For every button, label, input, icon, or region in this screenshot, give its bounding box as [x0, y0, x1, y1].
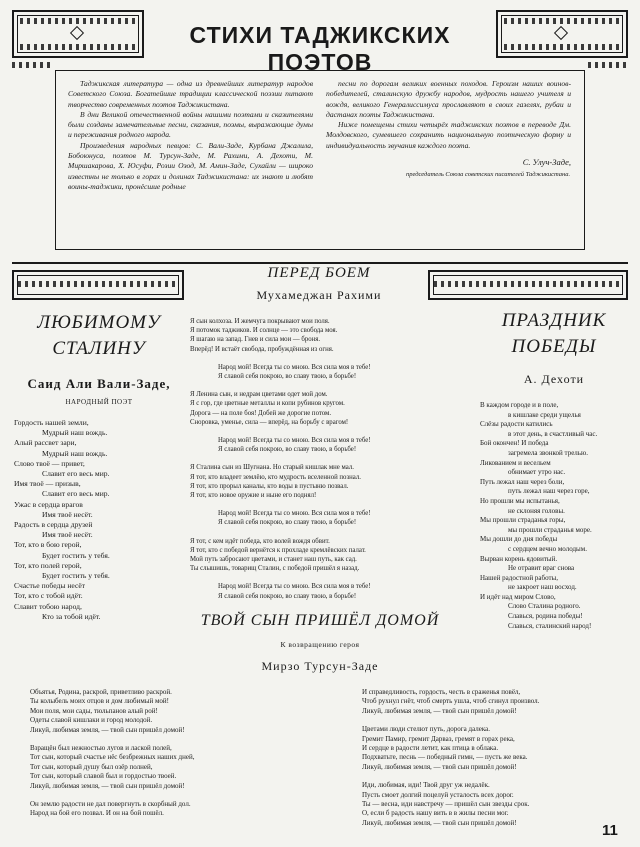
- ornament-band-mid-left: [18, 281, 178, 287]
- poem-line: Будет гостить у тебя.: [42, 571, 110, 581]
- poem-author: Саид Али Вали-Заде,: [27, 376, 171, 391]
- poem-line: Народ на бой его позвал. И он на бой пошёл.: [30, 809, 164, 818]
- intro-paragraph: песни по дорогам великих военных походов. Героизм наших воинов-победителей, сталинскую дружбу народов, мудрость нашего учителя и вождя, великого Генералиссимуса прославляют в своих газелях, рубаи и дастанах поэты Таджикистана.: [326, 79, 571, 119]
- poem-line: Объятья, Родина, раскрой, приветливо раскрой.: [30, 688, 172, 696]
- intro-paragraph: Таджикская литература — одна из древнейших литератур народов Советского Союза. Богатейшие традиции классической поэзии питают творчество современных поэтов Таджикистана.: [68, 79, 313, 109]
- poem-line: Я с гор, где цветные металлы и копи рубинов кругом.: [190, 400, 345, 408]
- poem-line: Бой окончен! И победа: [480, 439, 549, 448]
- page-title: СТИХИ ТАДЖИКСКИХ ПОЭТОВ: [189, 22, 451, 75]
- poem-title: СТАЛИНУ: [52, 338, 146, 359]
- poem-line: Ликуй, любимая земля, — твой сын пришёл домой!: [362, 818, 517, 827]
- poem-line: Ты — весна, иди навстречу — пришёл сын звезды срок.: [362, 800, 530, 809]
- poem-line: Мудрый наш вождь.: [42, 448, 108, 458]
- stanza-gap: [362, 772, 630, 781]
- poem-line: Народ мой! Всегда ты со мною. Вся сила моя в тебе!: [218, 363, 371, 371]
- poem-line: в кишлаке среди ущелья: [508, 410, 581, 419]
- poem-line: Имя твоё — призыв,: [14, 479, 81, 489]
- poem-line: Имя твоё несёт.: [42, 509, 93, 519]
- stanza-gap: [190, 381, 448, 390]
- poem-line: Не отравит враг снова: [508, 564, 575, 573]
- poem-title: ЛЮБИМОМУ: [37, 312, 161, 333]
- poem-line: Славься, родина победы!: [508, 612, 583, 621]
- poem-line: в этот день, в счастливый час.: [508, 429, 598, 438]
- poem-line: О, если б радость нашу вить в в жилы песни мог.: [362, 809, 509, 818]
- poem-line: Кто за тобой идёт.: [42, 611, 101, 621]
- poem-line: Я тот, кто новое оружие и ныне его поднял!: [190, 492, 317, 500]
- poem-line: Тот, кто полей герой,: [14, 560, 82, 570]
- poem-line: Счастье победы несёт: [14, 581, 86, 591]
- poem-line: мы прошли страданья море.: [508, 525, 592, 534]
- ornament-side-left: [12, 62, 52, 68]
- poem-line: Подхватьте, песнь — победный гимн, — пусть же века.: [362, 753, 528, 762]
- poem-line: Я тот, кто прорыл каналы, кто воды в пустыню позвал.: [190, 482, 349, 490]
- poem-line: путь лежал наш через горе,: [508, 487, 590, 496]
- poem-line: Народ мой! Всегда ты со мною. Вся сила моя в тебе!: [218, 583, 371, 591]
- poem-line: И сердце в радости летит, как птица в облака.: [362, 744, 499, 753]
- poem-line: Я сын колхоза. И жемчуга покрывают мои поля.: [190, 318, 330, 325]
- divider: [12, 262, 628, 264]
- poem-line: обнимает утро нас.: [508, 468, 566, 477]
- poem-line: загремела звонкой трелью.: [508, 448, 588, 457]
- ornament-band-mid-right: [434, 281, 622, 287]
- poem-body: [14, 418, 184, 622]
- poem-left: [14, 312, 184, 622]
- intro-right-column: [326, 79, 571, 180]
- poem-line: Ликуй, любимая земля, — твой сын пришёл домой!: [362, 706, 517, 715]
- poem-line: Вперёд! И встаёт свобода, пробуждённая из огня.: [190, 345, 334, 353]
- poem-title: ТВОЙ СЫН ПРИШЁЛ ДОМОЙ: [200, 612, 440, 629]
- poem-line: Тот, кто в бою герой,: [14, 540, 82, 550]
- poem-line: Дорога — на поле боя! Добей же дорогие потом.: [190, 409, 332, 417]
- intro-signature: С. Улуч-Заде,: [522, 157, 571, 168]
- poem-line: Путь лежал наш через боли,: [480, 477, 565, 486]
- poem-line: Славит тобою народ,: [14, 601, 82, 611]
- poem-line: Гремит Памир, гремит Дарваз, гремят в горах река,: [362, 734, 515, 743]
- poem-line: Иди, любимая, иди! Твой друг уж недалёк.: [362, 781, 490, 790]
- poem-line: Я славой себя покрою, во славу твою, в борьбе!: [218, 592, 357, 600]
- poem-dedication: К возвращению героя: [280, 640, 360, 649]
- poem-line: Народ мой! Всегда ты со мною. Вся сила моя в тебе!: [218, 437, 371, 445]
- ornament-band-top-left: [20, 18, 136, 24]
- ornament-side-right: [588, 62, 628, 68]
- intro-paragraph: Ниже помещены стихи четырёх таджикских поэтов в переводе Дм. Молдовского, сумевшего сохранить национальную поэтическую форму и индивидуальность звучания каждого поэта.: [326, 120, 571, 150]
- poem-line: Пусть смоет долгий поцелуй усталость всех дорог.: [362, 790, 514, 799]
- stanza-gap: [190, 573, 448, 582]
- poem-line: Имя твоё несёт.: [42, 530, 93, 540]
- poem-line: Гордость нашей земли,: [14, 418, 89, 427]
- poem-line: И справедливость, гордость, честь в сраженья повёл,: [362, 688, 521, 696]
- poem-bottom-right: [362, 688, 630, 828]
- poem-line: Цветами люди стелют путь, дорога далека.: [362, 725, 491, 734]
- poem-line: не закроет наш восход.: [508, 583, 577, 592]
- stanza-gap: [190, 354, 448, 363]
- stanza-gap: [190, 528, 448, 537]
- poem-line: Мои поля, мои сады, тюльпанов алый рой!: [30, 706, 158, 715]
- poem-line: Мы дошли до дня победы: [480, 535, 558, 544]
- poem-line: Ликуй, любимая земля, — твой сын пришёл домой!: [30, 781, 185, 790]
- poem-line: Радость в сердца друзей: [14, 520, 93, 530]
- ornament-band-top-right: [504, 18, 620, 24]
- poem-line: Алый рассвет зари,: [14, 438, 77, 448]
- stanza-gap: [362, 716, 630, 725]
- poem-line: В каждом городе и в поле,: [480, 401, 559, 409]
- poem-line: Тот сын, который душу был озёр полней,: [30, 762, 153, 771]
- intro-signature-note: председатель Союза советских писателей Таджикистана.: [406, 171, 571, 179]
- intro-box: [55, 70, 585, 250]
- poem-line: Я потомок таджиков. И солнце — это свобода моя.: [190, 327, 338, 335]
- poem-line: Но прошли мы испытанья,: [480, 496, 560, 505]
- stanza-gap: [190, 500, 448, 509]
- poem-line: Мы прошли страданья горы,: [480, 516, 566, 525]
- stanza-gap: [190, 454, 448, 463]
- poem-line: Ликуй, любимая земля, — твой сын пришёл домой!: [362, 762, 517, 771]
- poem-line: Он землю радости не дал повергнуть в скорбный дол.: [30, 800, 191, 809]
- poem-line: Чтоб рухнул гнёт, чтоб смерть ушла, чтоб сгинул произвол.: [362, 697, 540, 706]
- poem-line: Будет гостить у тебя.: [42, 550, 110, 560]
- intro-paragraph: Произведения народных певцов: С. Вали-Заде, Курбана Джалила, Бобоюнуса, поэтов М. Турсун-Заде, М. Рахими, А. Дехоти, М. Миршакарова, Х. Юсуфи, Розии Озод, М. Амин-Заде, Сухайли — широко известны не только в горах и долинах Таджикистана: их знают и любят воины-таджики, пронёсшие родные: [68, 140, 313, 191]
- poem-line: Я Ленина сын, и недрам цветами одет мой дом.: [190, 391, 328, 399]
- ornament-band-top-left-2: [20, 44, 136, 50]
- poem-line: Ликованием и весельем: [480, 458, 551, 467]
- poem-right: [480, 310, 628, 631]
- poem-line: Тот сын, который славой был и гордостью твоей.: [30, 772, 177, 781]
- poem-author: Мухамеджан Рахими: [256, 288, 382, 302]
- poem-bottom-header: [120, 612, 520, 674]
- poem-line: Я славой себя покрою, во славу твою, в борьбе!: [218, 519, 357, 527]
- poem-title: ПОБЕДЫ: [511, 336, 597, 357]
- intro-left-column: [68, 79, 313, 192]
- poem-line: Ты колыбель моих отцов и дом любимый мой!: [30, 697, 170, 706]
- poem-line: Славься, сталинский народ!: [508, 621, 592, 630]
- stanza-gap: [190, 427, 448, 436]
- poem-line: Ты слышишь, товарищ Сталин, с победой пришёл я назад.: [190, 565, 360, 573]
- poem-line: Сноровка, уменье, сила — вперёд, на борьбу с врагом!: [190, 418, 349, 426]
- poem-middle: [190, 265, 448, 601]
- poem-line: Одеты славой кишлаки и город молодой.: [30, 716, 153, 725]
- poem-line: Мой путь забросают цветами, и станет наш путь, как сад.: [190, 556, 357, 564]
- poem-line: не склоняя головы.: [508, 506, 565, 515]
- stanza-gap: [30, 791, 320, 800]
- poem-line: Взращён был нежностью лугов и лаской полей,: [30, 744, 172, 753]
- poem-line: Я тот, с кем идёт победа, кто волей вождя обвит.: [190, 537, 330, 545]
- poem-author: А. Дехоти: [523, 372, 585, 386]
- poem-line: с сердцем вечно молодым.: [508, 544, 587, 553]
- poem-bottom-left: [30, 688, 320, 819]
- page-number: 11: [602, 822, 618, 839]
- poem-line: Я славой себя покрою, во славу твою, в борьбе!: [218, 373, 357, 381]
- poem-line: И идёт над миром Слово,: [480, 592, 556, 601]
- poem-line: Нашей радостной работы,: [480, 573, 558, 582]
- poem-line: Ужас в сердца врагов: [14, 499, 83, 509]
- poem-line: Слёзы радости катились: [480, 420, 553, 429]
- poem-line: Я тот, кто владеет землёю, кто мудрость вселенной познал.: [190, 473, 361, 481]
- intro-paragraph: В дни Великой отечественной войны нашими поэтами и сказителями были созданы замечательные песни, сказания, поэмы, выражающие думы и переживания родного народа.: [68, 109, 313, 140]
- poem-line: Вырван корень ядовитый.: [480, 554, 558, 563]
- poem-line: Народ мой! Всегда ты со мною. Вся сила моя в тебе!: [218, 510, 371, 518]
- stanza-gap: [30, 735, 320, 744]
- poem-line: Тот сын, который счастье нёс безбрежных наших дней,: [30, 753, 195, 762]
- poem-title: ПРАЗДНИК: [501, 310, 607, 331]
- poem-line: Ликуй, любимая земля, — твой сын пришёл домой!: [30, 725, 185, 734]
- poem-line: Я славой себя покрою, во славу твою, в борьбе!: [218, 446, 357, 454]
- poem-line: Я шагаю на запад. Гнев и сила мои — броня.: [190, 336, 321, 344]
- poem-line: Я тот, кто с победой вернётся к прохладе кремлёвских палат.: [190, 546, 366, 554]
- poem-line: Я Сталина сын из Шугнана. Но старый кишлак мне мал.: [190, 464, 354, 472]
- ornament-band-top-right-2: [504, 44, 620, 50]
- poem-line: Мудрый наш вождь.: [42, 428, 108, 438]
- poem-line: Славит его весь мир.: [42, 469, 110, 479]
- poem-line: Слово Сталина родного.: [508, 602, 581, 611]
- poem-line: Слово твоё — привет,: [14, 458, 85, 468]
- poem-author-note: НАРОДНЫЙ ПОЭТ: [65, 398, 133, 406]
- poem-author: Мирзо Турсун-Заде: [261, 659, 379, 673]
- poem-line: Тот, кто с тобой идёт.: [14, 591, 83, 601]
- poem-body: [190, 317, 448, 601]
- poem-body: [480, 401, 628, 631]
- poem-line: Славит его весь мир.: [42, 489, 110, 499]
- poem-title: ПЕРЕД БОЕМ: [267, 265, 371, 281]
